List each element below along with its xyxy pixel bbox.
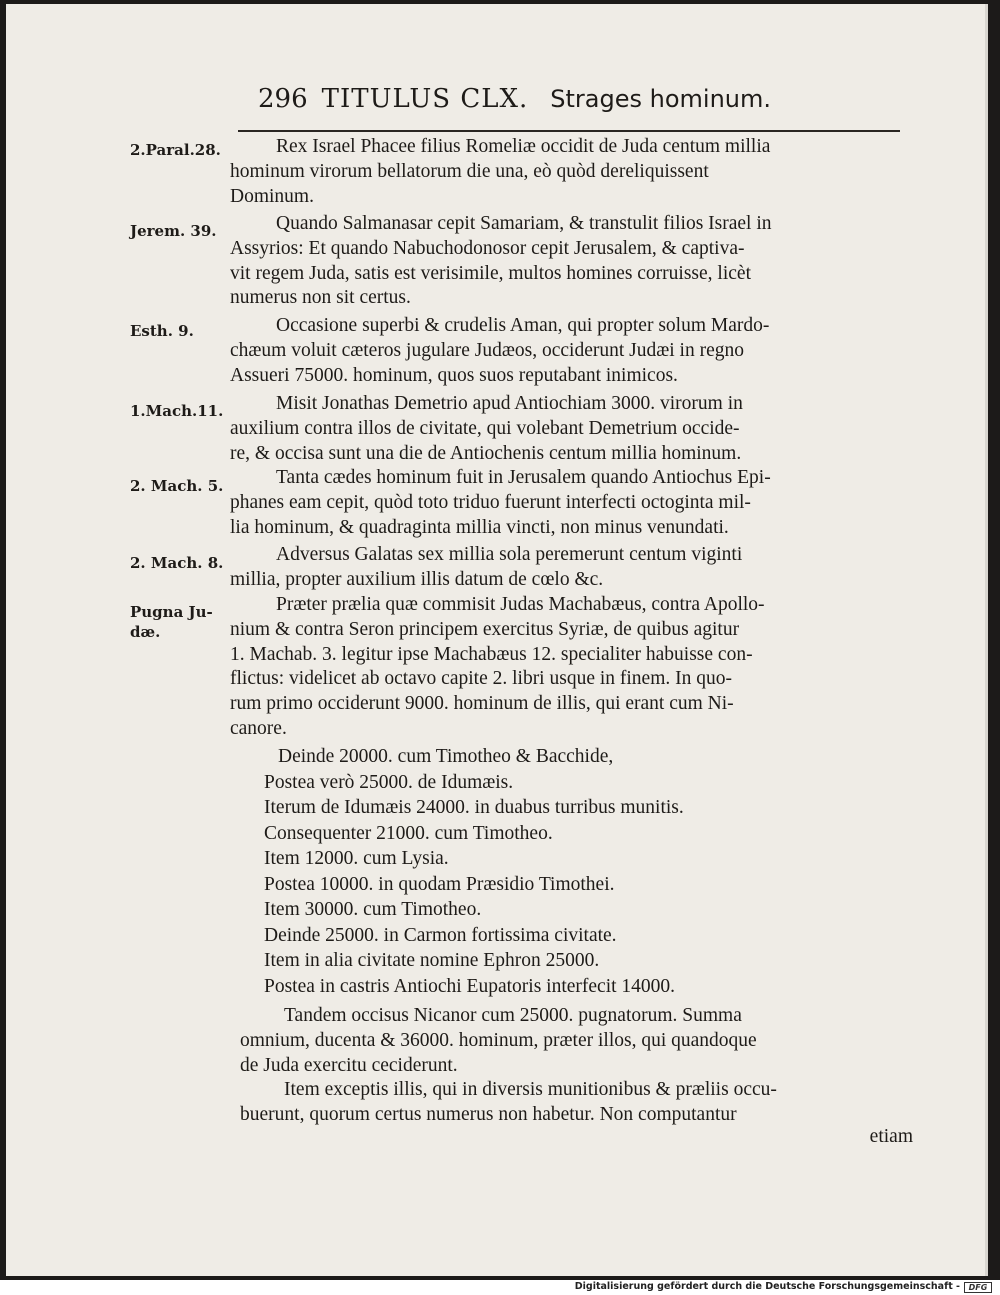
list-item: Postea verò 25000. de Idumæis. <box>264 771 514 793</box>
paragraph <box>230 314 912 388</box>
footer-bar <box>0 1280 1000 1295</box>
text-line: flictus: videlicet ab octavo capite 2. libri usque in finem. In quo- <box>230 668 732 690</box>
text-line: Tandem occisus Nicanor cum 25000. pugnatorum. Summa <box>284 1005 742 1026</box>
text-line: vit regem Juda, satis est verisimile, multos homines corruisse, licèt <box>230 262 751 284</box>
text-line: nium & contra Seron principem exercitus Syriæ, de quibus agitur <box>230 618 740 640</box>
text-line: 1. Machab. 3. legitur ipse Machabæus 12. specialiter habuisse con- <box>230 643 753 665</box>
list-item: Iterum de Idumæis 24000. in duabus turribus munitis. <box>264 797 684 818</box>
text-line: millia, propter auxilium illis datum de cœlo &c. <box>230 568 604 590</box>
text-line: Tanta cædes hominum fuit in Jerusalem quando Antiochus Epi- <box>276 467 771 488</box>
paragraph <box>230 212 912 311</box>
text-line: Item exceptis illis, qui in diversis munitionibus & præliis occu- <box>284 1079 777 1100</box>
text-line: Assyrios: Et quando Nabuchodonosor cepit Jerusalem, & captiva- <box>230 237 745 259</box>
text-line: de Juda exercitu ceciderunt. <box>240 1054 458 1076</box>
text-line: phanes eam cepit, quòd toto triduo fuerunt interfecti octoginta mil- <box>230 491 751 513</box>
text-line: Adversus Galatas sex millia sola peremerunt centum viginti <box>276 544 743 565</box>
text-line: re, & occisa sunt una die de Antiochenis centum millia hominum. <box>230 442 742 464</box>
list-item: Item in alia civitate nomine Ephron 25000. <box>264 950 600 971</box>
text-line: Dominum. <box>230 185 314 207</box>
chapter-subtitle: Strages hominum. <box>550 85 772 113</box>
margin-note: Jerem. 39. <box>130 222 217 240</box>
page-number: 296 <box>258 84 308 114</box>
paragraph <box>230 466 912 540</box>
paragraph <box>230 593 912 742</box>
margin-note: Esth. 9. <box>130 322 194 340</box>
text-line: hominum virorum bellatorum die una, eò quòd dereliquissent <box>230 160 709 182</box>
list-item: Consequenter 21000. cum Timotheo. <box>264 822 553 844</box>
margin-note: dæ. <box>130 623 161 641</box>
paragraph <box>240 1078 912 1128</box>
book-page <box>6 4 988 1276</box>
margin-note: 2. Mach. 8. <box>130 554 224 572</box>
text-line: Assueri 75000. hominum, quos suos reputabant inimicos. <box>230 364 678 386</box>
margin-note: 2.Paral.28. <box>130 141 221 159</box>
text-line: Occasione superbi & crudelis Aman, qui propter solum Mardo- <box>276 315 770 336</box>
chapter-title: TITULUS CLX. <box>321 84 529 114</box>
battle-list <box>264 744 684 999</box>
paragraph <box>230 135 912 209</box>
running-header <box>258 84 771 114</box>
text-line: canore. <box>230 717 287 739</box>
paragraph <box>230 543 912 593</box>
paragraph <box>230 392 912 466</box>
list-item: Deinde 25000. in Carmon fortissima civitate. <box>264 924 617 946</box>
list-item: Item 30000. cum Timotheo. <box>264 899 482 920</box>
list-item: Item 12000. cum Lysia. <box>264 848 449 869</box>
margin-note: 1.Mach.11. <box>130 402 224 420</box>
list-item: Deinde 20000. cum Timotheo & Bacchide, <box>278 746 614 767</box>
text-line: Quando Salmanasar cepit Samariam, & transtulit filios Israel in <box>276 213 772 234</box>
text-line: lia hominum, & quadraginta millia vincti, non minus venundati. <box>230 516 729 538</box>
text-line: buerunt, quorum certus numerus non habetur. Non computantur <box>240 1103 737 1125</box>
dfg-logo-icon: DFG <box>964 1282 992 1293</box>
header-rule <box>238 130 900 132</box>
text-line: Misit Jonathas Demetrio apud Antiochiam 3000. virorum in <box>276 393 743 414</box>
text-line: Rex Israel Phacee filius Romeliæ occidit de Juda centum millia <box>276 136 771 157</box>
text-line: auxilium contra illos de civitate, qui volebant Demetrium occide- <box>230 417 740 439</box>
list-item: Postea 10000. in quodam Præsidio Timothei. <box>264 873 615 895</box>
margin-note: Pugna Ju- <box>130 603 213 621</box>
margin-note: 2. Mach. 5. <box>130 477 224 495</box>
text-line: omnium, ducenta & 36000. hominum, præter illos, qui quandoque <box>240 1029 757 1051</box>
catchword: etiam <box>869 1126 913 1147</box>
funding-notice: Digitalisierung gefördert durch die Deutsche Forschungsgemeinschaft - <box>574 1281 960 1292</box>
text-line: numerus non sit certus. <box>230 287 411 309</box>
list-item: Postea in castris Antiochi Eupatoris interfecit 14000. <box>264 975 676 997</box>
text-line: Præter prælia quæ commisit Judas Machabæus, contra Apollo- <box>276 594 765 615</box>
text-line: rum primo occiderunt 9000. hominum de illis, qui erant cum Ni- <box>230 693 734 715</box>
paragraph <box>240 1004 912 1078</box>
text-line: chæum voluit cæteros jugulare Judæos, occiderunt Judæi in regno <box>230 339 744 361</box>
